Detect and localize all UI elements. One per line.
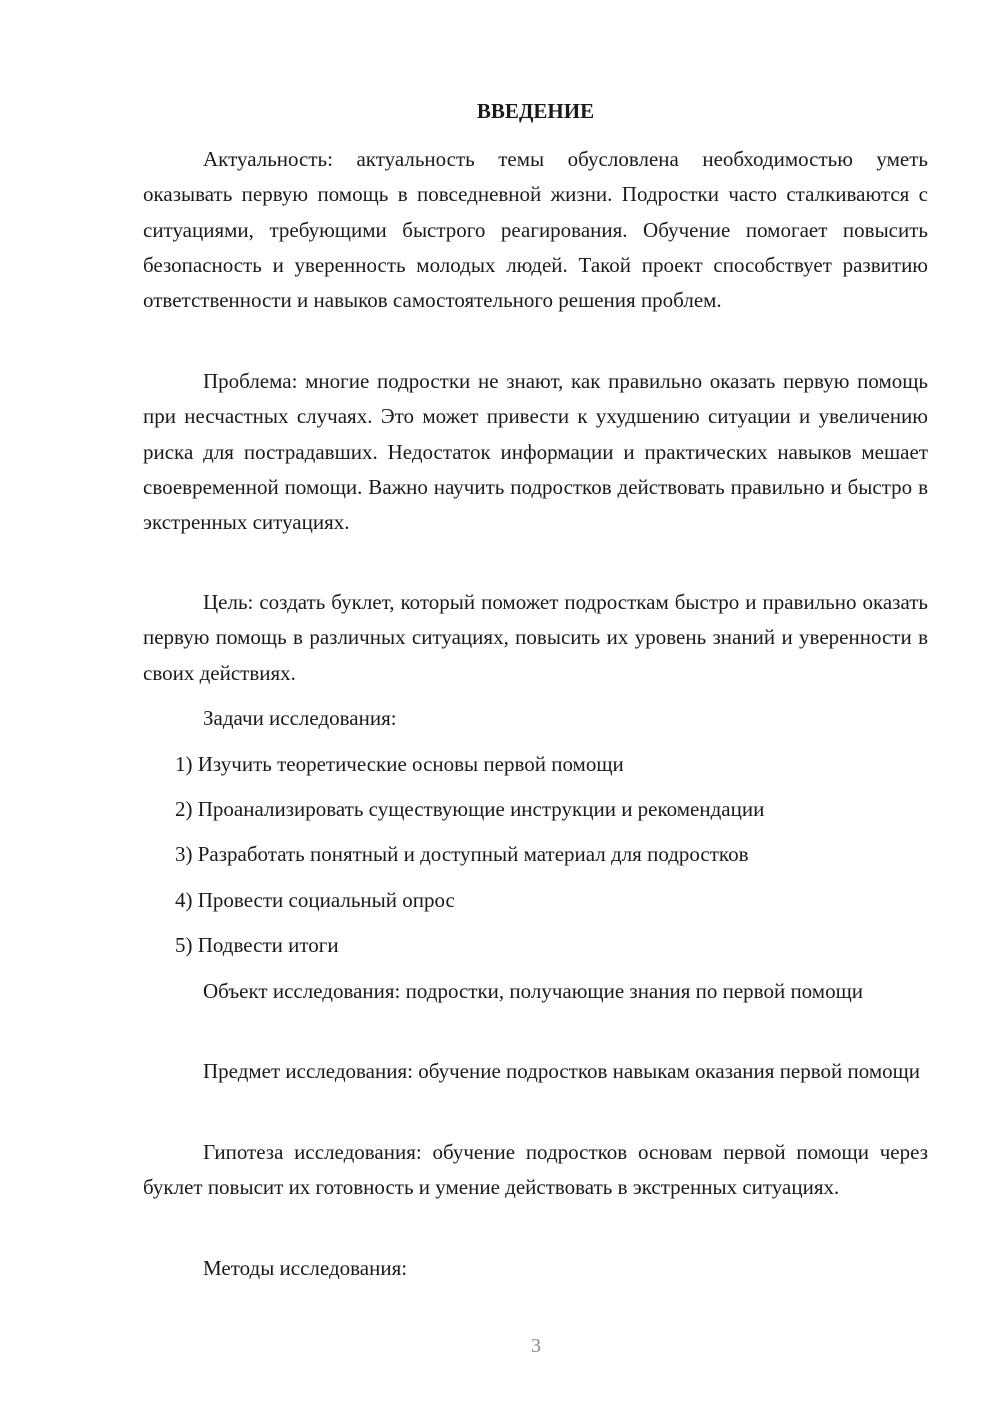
hypothesis-paragraph: Гипотеза исследования: обучение подростков основам первой помощи через буклет повысит их готовность и умение действовать в экстренных ситуациях. — [143, 1140, 928, 1200]
relevance-paragraph: Актуальность: актуальность темы обусловлена необходимостью уметь оказывать первую помощь в повседневной жизни. Подростки часто сталкиваются с ситуациями, требующими быстрого реагирования. Обучение помогает повысить безопасность и уверенность молодых людей. Такой проект способствует развитию ответственности и навыков самостоятельного решения проблем. — [143, 147, 928, 313]
task-item-4: 4) Провести социальный опрос — [175, 888, 455, 912]
task-item-2: 2) Проанализировать существующие инструкции и рекомендации — [175, 797, 765, 821]
object-paragraph: Объект исследования: подростки, получающие знания по первой помощи — [203, 979, 863, 1003]
task-item-3: 3) Разработать понятный и доступный материал для подростков — [175, 842, 749, 866]
task-item-5: 5) Подвести итоги — [175, 933, 339, 957]
problem-paragraph: Проблема: многие подростки не знают, как правильно оказать первую помощь при несчастных случаях. Это может привести к ухудшению ситуации и увеличению риска для пострадавших. Недостаток информации и практических навыков мешает своевременной помощи. Важно научить подростков действовать правильно и быстро в экстренных ситуациях. — [143, 369, 928, 535]
task-item-1: 1) Изучить теоретические основы первой помощи — [175, 752, 624, 776]
goal-paragraph: Цель: создать буклет, который поможет подросткам быстро и правильно оказать первую помощь в различных ситуациях, повысить их уровень знаний и уверенности в своих действиях. — [143, 590, 928, 685]
page-title: ВВЕДЕНИЕ — [476, 99, 595, 123]
subject-paragraph: Предмет исследования: обучение подростков навыкам оказания первой помощи — [203, 1059, 921, 1083]
methods-heading: Методы исследования: — [203, 1256, 408, 1280]
page-number: 3 — [531, 1335, 541, 1357]
tasks-heading: Задачи исследования: — [203, 706, 397, 730]
